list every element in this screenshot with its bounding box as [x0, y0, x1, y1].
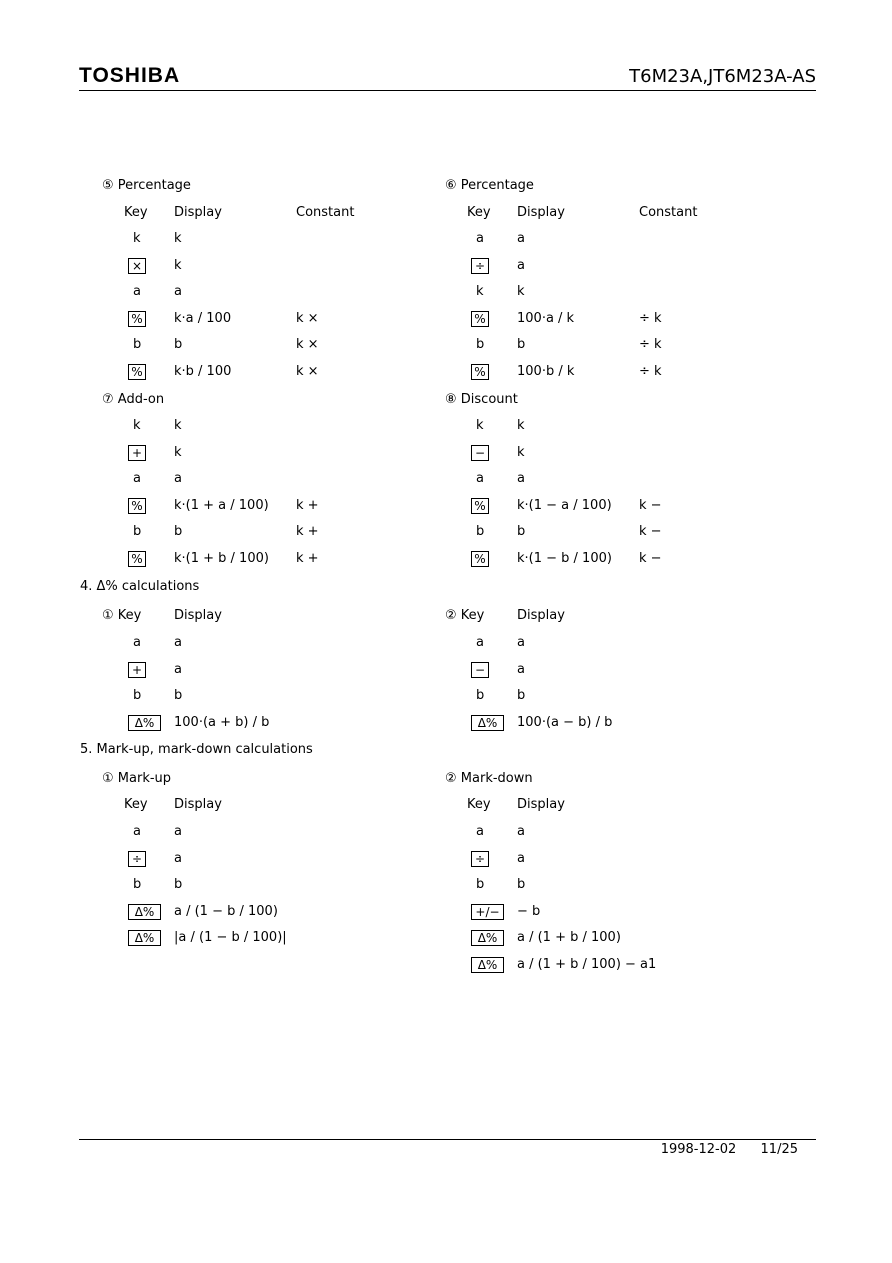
display-value: a / (1 + b / 100) − a1 [517, 956, 657, 972]
constant-value: k + [296, 550, 319, 566]
constant-value: k × [296, 363, 319, 379]
constant-value: k − [639, 497, 662, 513]
key-label: a [133, 824, 141, 839]
display-value: b [174, 688, 183, 703]
key-label: b [476, 524, 485, 539]
key-label: k [476, 284, 484, 299]
key-button: % [128, 498, 146, 514]
display-value: a / (1 + b / 100) [517, 930, 621, 945]
display-value: 100·(a − b) / b [517, 714, 613, 730]
key-button: × [128, 258, 146, 274]
display-value: |a / (1 − b / 100)| [174, 930, 287, 945]
key-label: a [476, 635, 484, 650]
key-label: b [133, 524, 142, 539]
key-button: % [128, 364, 146, 380]
constant-value: k + [296, 524, 319, 539]
key-button: + [128, 445, 146, 461]
key-button: Δ% [128, 904, 161, 920]
display-value: k·(1 − a / 100) [517, 497, 612, 513]
key-button: % [471, 498, 489, 514]
section-heading-4: 4. Δ% calculations [80, 579, 200, 594]
display-value: b [517, 524, 526, 539]
display-value: a [174, 824, 182, 839]
section-heading-5: 5. Mark-up, mark-down calculations [80, 742, 313, 757]
document-id: T6M23A,JT6M23A-AS [629, 66, 816, 87]
column-header-display: Display [174, 205, 222, 220]
block-heading: ⑦ Add-on [102, 392, 165, 407]
display-value: a [174, 635, 182, 650]
display-value: a [174, 284, 182, 299]
toshiba-logo: TOSHIBA [79, 64, 181, 87]
display-value: a / (1 − b / 100) [174, 903, 278, 919]
display-value: k [174, 444, 182, 460]
column-header-constant: Constant [639, 205, 698, 220]
display-value: k·(1 + a / 100) [174, 497, 269, 513]
key-button: % [128, 551, 146, 567]
key-label: a [133, 635, 141, 650]
key-button: Δ% [128, 715, 161, 731]
key-button: % [471, 311, 489, 327]
display-value: k·a / 100 [174, 310, 232, 326]
key-button: − [471, 445, 489, 461]
key-label: k [476, 418, 484, 433]
column-header-display: Display [174, 797, 222, 812]
display-value: k·(1 − b / 100) [517, 550, 612, 566]
footer-rule [79, 1139, 816, 1140]
display-value: a [517, 231, 525, 246]
key-button: − [471, 662, 489, 678]
display-value: k·(1 + b / 100) [174, 550, 269, 566]
column-header-display: Display [517, 608, 565, 623]
column-header-display: Display [174, 608, 222, 623]
key-button: % [471, 551, 489, 567]
display-value: k [517, 284, 525, 299]
constant-value: k − [639, 550, 662, 566]
block-heading: ⑧ Discount [445, 392, 518, 407]
column-header-key: Key [467, 205, 491, 220]
display-value: k [174, 231, 182, 246]
display-value: a [517, 850, 525, 866]
display-value: 100·b / k [517, 363, 575, 379]
key-button: % [471, 364, 489, 380]
display-value: k [174, 257, 182, 273]
display-value: b [174, 337, 183, 352]
key-button: Δ% [128, 930, 161, 946]
key-label: k [133, 231, 141, 246]
key-label: k [133, 418, 141, 433]
display-value: b [174, 524, 183, 539]
constant-value: ÷ k [639, 337, 662, 352]
key-label: b [476, 688, 485, 703]
key-button: Δ% [471, 930, 504, 946]
key-button: + [128, 662, 146, 678]
key-button: +/− [471, 904, 504, 920]
key-button: % [128, 311, 146, 327]
key-button: Δ% [471, 715, 504, 731]
key-label: a [476, 824, 484, 839]
key-label: a [133, 471, 141, 486]
display-value: b [174, 877, 183, 892]
constant-value: k × [296, 310, 319, 326]
key-button: ÷ [128, 851, 146, 867]
constant-value: k × [296, 337, 319, 352]
constant-value: k + [296, 497, 319, 513]
key-label: a [476, 231, 484, 246]
key-label: b [133, 337, 142, 352]
display-value: k [517, 418, 525, 433]
key-label: b [476, 337, 485, 352]
constant-value: ÷ k [639, 363, 662, 379]
footer-page: 11/25 [760, 1142, 798, 1157]
block-heading: ⑥ Percentage [445, 178, 534, 193]
constant-value: k − [639, 524, 662, 539]
display-value: 100·a / k [517, 310, 575, 326]
footer-date: 1998-12-02 [660, 1142, 737, 1157]
constant-value: ÷ k [639, 310, 662, 326]
display-value: b [517, 688, 526, 703]
key-label: b [133, 877, 142, 892]
column-header-display: Display [517, 205, 565, 220]
display-value: a [517, 661, 525, 677]
display-value: k [174, 418, 182, 433]
block-heading: ② Mark-down [445, 771, 533, 786]
block-heading: ① Mark-up [102, 771, 172, 786]
block-heading: ② Key [445, 608, 485, 623]
key-button: ÷ [471, 851, 489, 867]
display-value: k·b / 100 [174, 363, 232, 379]
display-value: − b [517, 903, 541, 919]
column-header-display: Display [517, 797, 565, 812]
footer [661, 1142, 798, 1157]
display-value: a [517, 824, 525, 839]
display-value: k [517, 444, 525, 460]
display-value: a [174, 471, 182, 486]
display-value: a [517, 471, 525, 486]
key-button: Δ% [471, 957, 504, 973]
column-header-key: Key [124, 797, 148, 812]
display-value: a [174, 850, 182, 866]
display-value: b [517, 337, 526, 352]
key-label: a [133, 284, 141, 299]
display-value: b [517, 877, 526, 892]
display-value: a [517, 257, 525, 273]
column-header-constant: Constant [296, 205, 355, 220]
key-label: b [476, 877, 485, 892]
display-value: 100·(a + b) / b [174, 714, 270, 730]
key-label: b [133, 688, 142, 703]
display-value: a [174, 661, 182, 677]
key-button: ÷ [471, 258, 489, 274]
column-header-key: Key [124, 205, 148, 220]
block-heading: ① Key [102, 608, 142, 623]
column-header-key: Key [467, 797, 491, 812]
display-value: a [517, 635, 525, 650]
block-heading: ⑤ Percentage [102, 178, 191, 193]
header-rule [79, 90, 816, 91]
key-label: a [476, 471, 484, 486]
